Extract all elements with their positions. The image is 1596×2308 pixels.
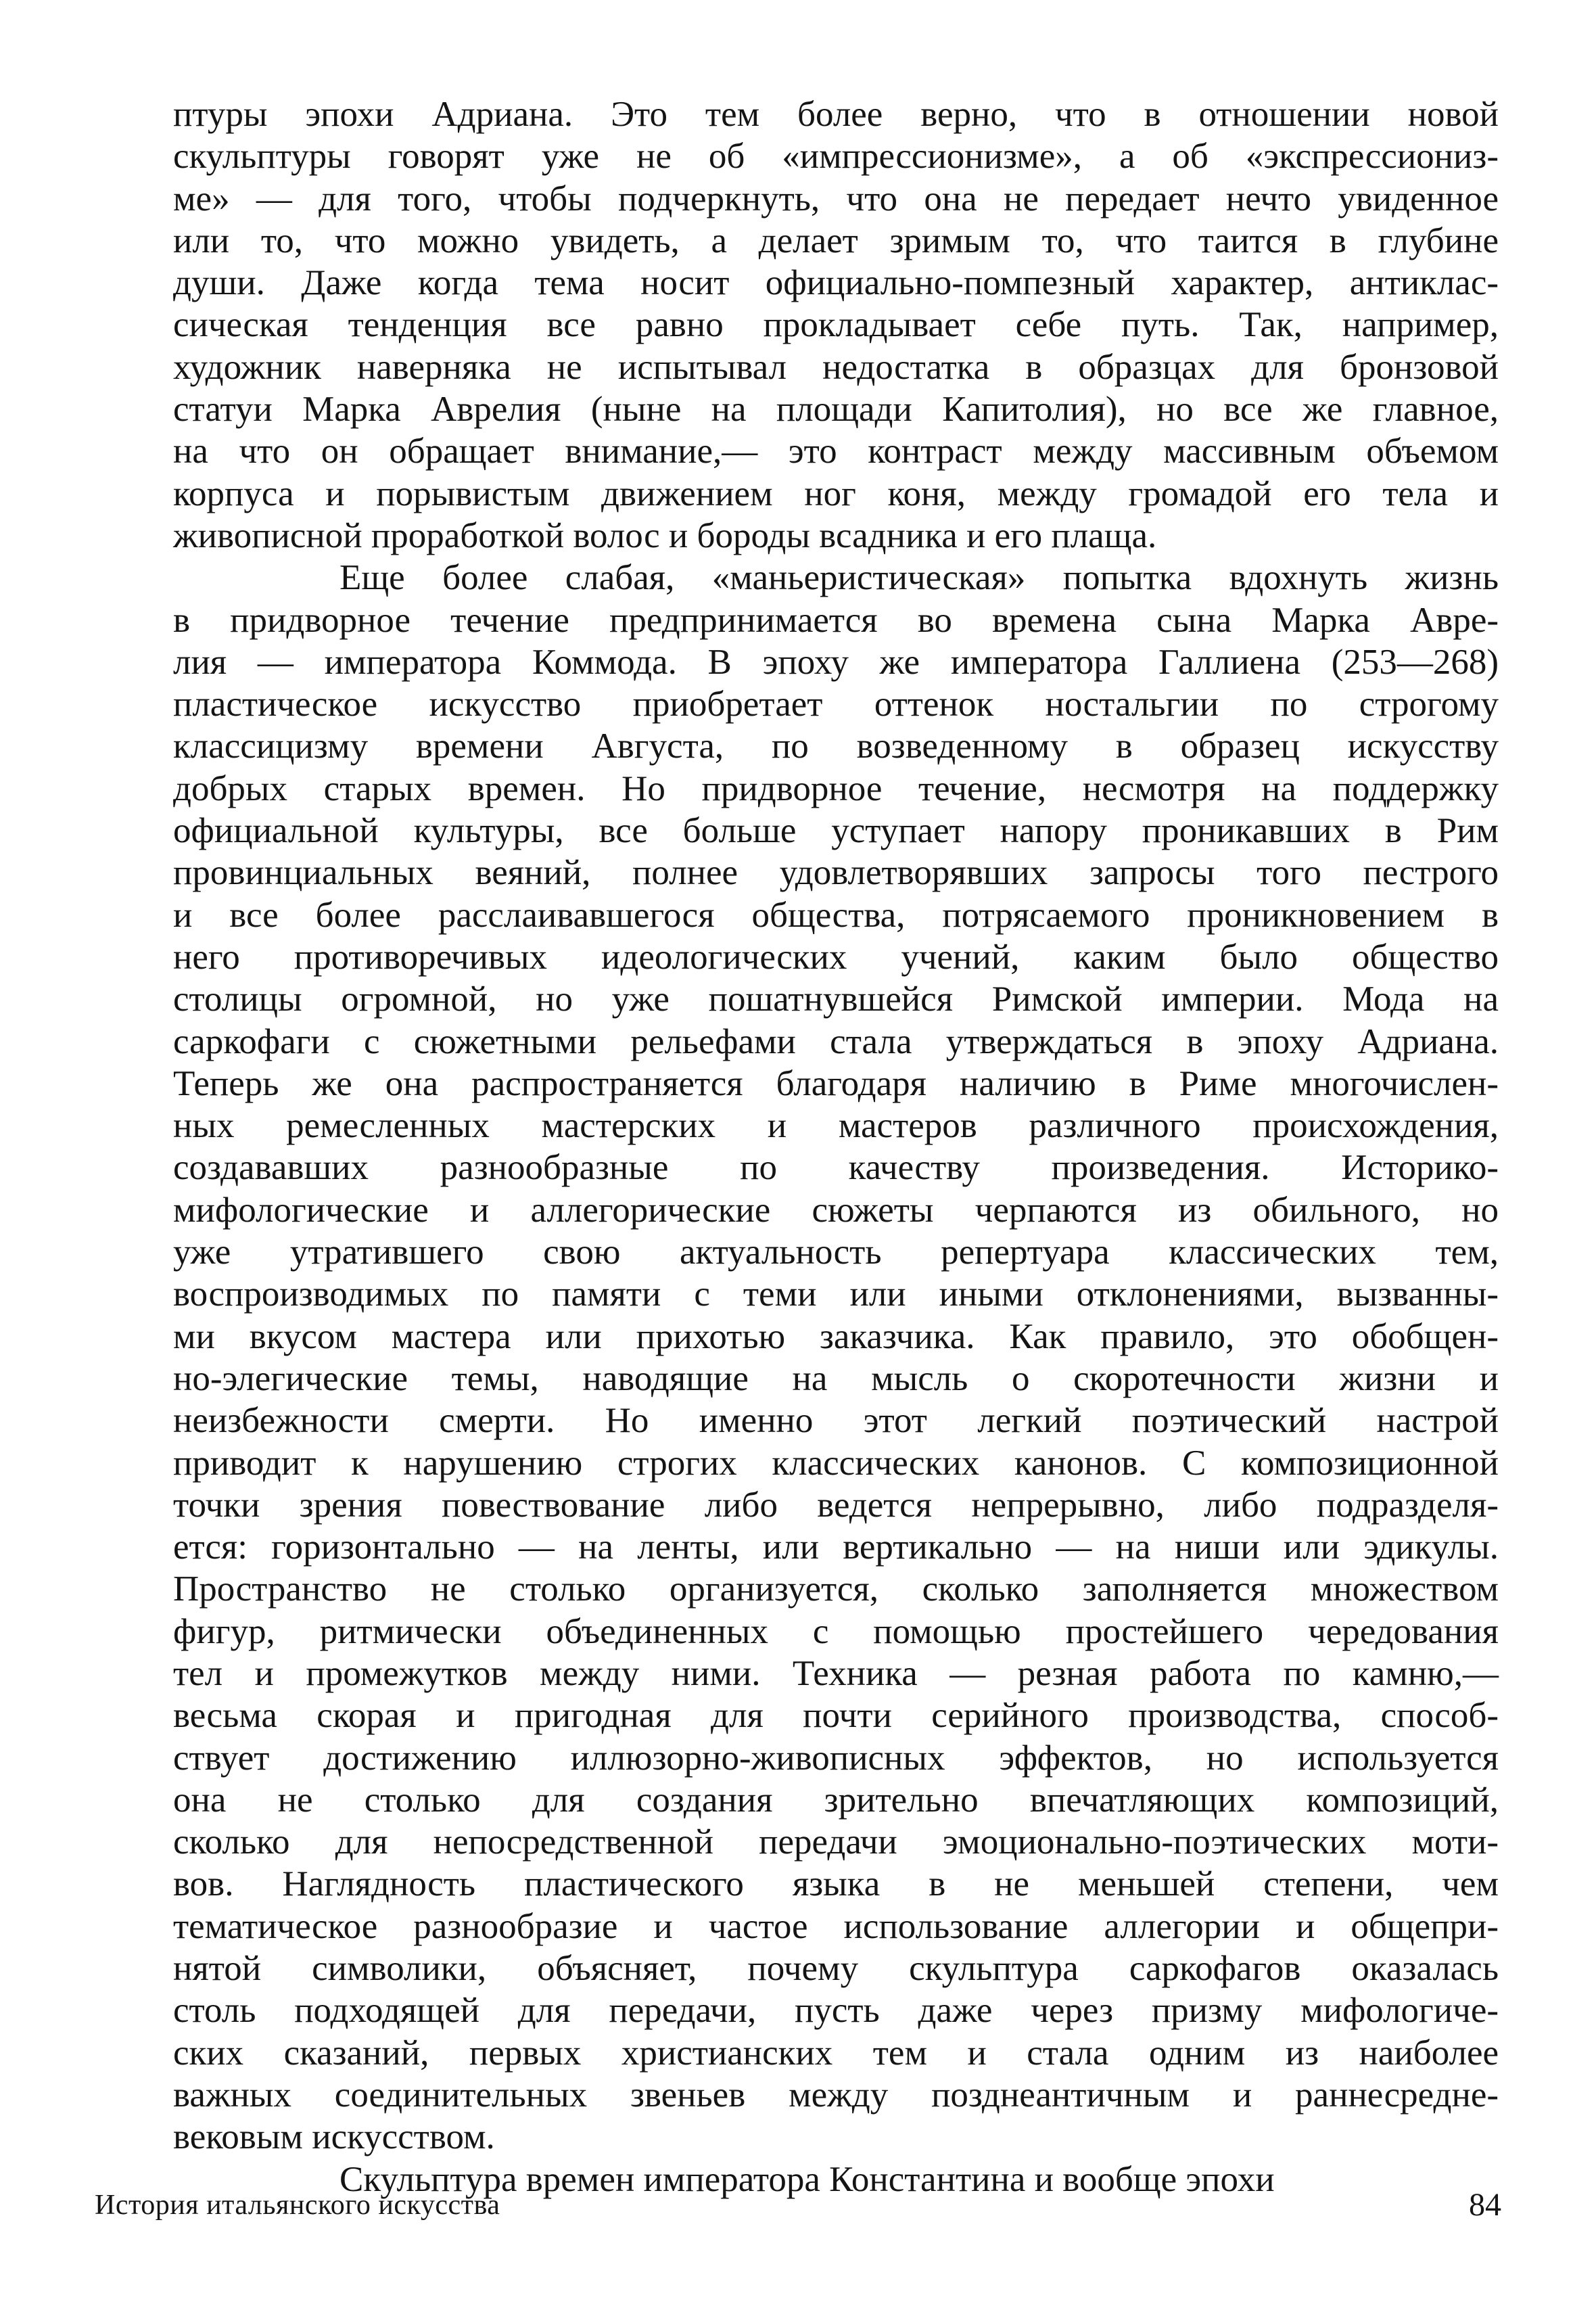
- text-line: тел и промежутков между ними. Техника — резная работа по камню,—: [173, 1653, 1499, 1693]
- text-line: ме» — для того, чтобы подчеркнуть, что она не передает нечто увиденное: [173, 179, 1499, 218]
- text-line: неизбежности смерти. Но именно этот легкий поэтический настрой: [173, 1401, 1499, 1441]
- text-line: добрых старых времен. Но придворное течение, несмотря на поддержку: [173, 768, 1499, 808]
- text-line: столь подходящей для передачи, пусть даже через призму мифологиче-: [173, 1991, 1499, 2031]
- text-line: весьма скорая и пригодная для почти серийного производства, способ-: [173, 1696, 1499, 1736]
- text-line: корпуса и порывистым движением ног коня, между громадой его тела и: [173, 474, 1499, 513]
- text-line: Теперь же она распространяется благодаря наличию в Риме многочислен-: [173, 1063, 1499, 1103]
- text-line: ствует достижению иллюзорно-живописных эффектов, но используется: [173, 1738, 1499, 1778]
- text-line: мифологические и аллегорические сюжеты черпаются из обильного, но: [173, 1190, 1499, 1230]
- text-line: на что он обращает внимание,— это контраст между массивным объемом: [173, 432, 1499, 471]
- text-line: создававших разнообразные по качеству произведения. Историко-: [173, 1148, 1499, 1188]
- text-line: приводит к нарушению строгих классических канонов. С композиционной: [173, 1443, 1499, 1483]
- page-footer: [95, 2182, 1501, 2229]
- text-line: него противоречивых идеологических учений, каким было общество: [173, 937, 1499, 977]
- text-line: статуи Марка Аврелия (ныне на площади Капитолия), но все же главное,: [173, 390, 1499, 430]
- text-line: в придворное течение предпринимается во времена сына Марка Авре-: [173, 600, 1499, 640]
- text-line: официальной культуры, все больше уступает напору проникавших в Рим: [173, 811, 1499, 851]
- text-line: или то, что можно увидеть, а делает зримым то, что таится в глубине: [173, 221, 1499, 260]
- text-line: вековым искусством.: [173, 2117, 495, 2157]
- text-line: нятой символики, объясняет, почему скульптура саркофагов оказалась: [173, 1949, 1499, 1989]
- text-line: пластическое искусство приобретает оттенок ностальгии по строгому: [173, 685, 1499, 724]
- text-line: уже утратившего свою актуальность репертуара классических тем,: [173, 1232, 1499, 1272]
- text-line: художник наверняка не испытывал недостатка в образцах для бронзовой: [173, 347, 1499, 387]
- text-line: ских сказаний, первых христианских тем и стала одним из наиболее: [173, 2033, 1499, 2073]
- body-text: [173, 93, 1499, 2200]
- text-line: и все более расслаивавшегося общества, потрясаемого проникновением в: [173, 895, 1499, 935]
- text-line: скульптуры говорят уже не об «импрессионизме», а об «экспрессиониз-: [173, 137, 1499, 177]
- text-line: саркофаги с сюжетными рельефами стала утверждаться в эпоху Адриана.: [173, 1021, 1499, 1061]
- text-line: сколько для непосредственной передачи эмоционально-поэтических моти-: [173, 1822, 1499, 1862]
- text-line: столицы огромной, но уже пошатнувшейся Римской империи. Мода на: [173, 979, 1499, 1019]
- text-line: живописной проработкой волос и бороды всадника и его плаща.: [173, 515, 1157, 555]
- running-title: История итальянского искусства: [95, 2190, 500, 2221]
- text-line: ных ремесленных мастерских и мастеров различного происхождения,: [173, 1106, 1499, 1146]
- text-line: она не столько для создания зрительно впечатляющих композиций,: [173, 1780, 1499, 1820]
- text-line: сическая тенденция все равно прокладывает себе путь. Так, например,: [173, 305, 1499, 345]
- text-line: Скульптура времен императора Константина и вообще эпохи: [339, 2159, 1275, 2199]
- text-line: но-элегические темы, наводящие на мысль о скоротечности жизни и: [173, 1358, 1499, 1398]
- text-line: вов. Наглядность пластического языка в не меньшей степени, чем: [173, 1864, 1499, 1904]
- text-line: тематическое разнообразие и частое использование аллегории и общепри-: [173, 1906, 1499, 1946]
- text-line: классицизму времени Августа, по возведенному в образец искусству: [173, 726, 1499, 766]
- text-line: воспроизводимых по памяти с теми или иными отклонениями, вызванны-: [173, 1274, 1499, 1314]
- text-line: Пространство не столько организуется, сколько заполняется множеством: [173, 1569, 1499, 1609]
- text-line: лия — императора Коммода. В эпоху же императора Галлиена (253—268): [173, 642, 1499, 682]
- text-line: фигур, ритмически объединенных с помощью простейшего чередования: [173, 1611, 1499, 1651]
- text-line: ми вкусом мастера или прихотью заказчика. Как правило, это обобщен-: [173, 1316, 1499, 1356]
- text-line: провинциальных веяний, полнее удовлетворявших запросы того пестрого: [173, 853, 1499, 893]
- text-line: Еще более слабая, «маньеристическая» попытка вдохнуть жизнь: [339, 558, 1499, 598]
- text-line: ется: горизонтально — на ленты, или вертикально — на ниши или эдикулы.: [173, 1527, 1499, 1567]
- text-line: точки зрения повествование либо ведется непрерывно, либо подразделя-: [173, 1485, 1499, 1525]
- page-number: 84: [1469, 2187, 1501, 2223]
- text-line: души. Даже когда тема носит официально-помпезный характер, антиклас-: [173, 263, 1499, 303]
- text-line: важных соединительных звеньев между позднеантичным и раннесредне-: [173, 2075, 1499, 2115]
- text-line: птуры эпохи Адриана. Это тем более верно, что в отношении новой: [173, 95, 1499, 134]
